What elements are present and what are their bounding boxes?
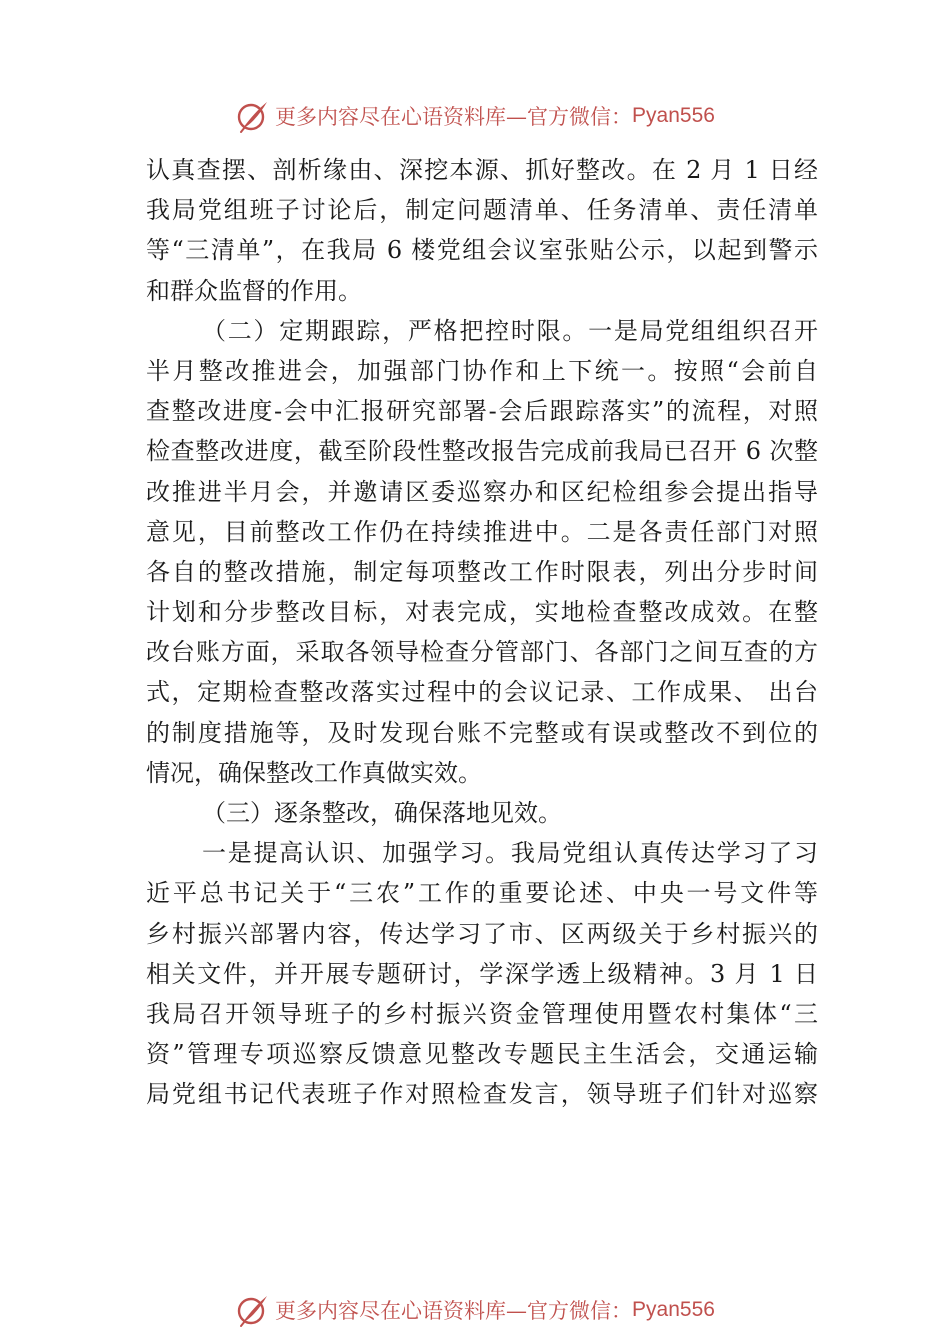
banner-text: 更多内容尽在心语资料库—官方微信： [275, 105, 633, 129]
text-line: 认真查摆、剖析缘由、深挖本源、抓好整改。在 2 月 1 日经 [146, 156, 818, 184]
text-line: 等“三清单”，在我局 6 楼党组会议室张贴公示，以起到警示 [146, 236, 818, 265]
text-line: 一是提高认识、加强学习。我局党组认真传达学习了习 [202, 839, 818, 868]
text-line: 检查整改进度，截至阶段性整改报告完成前我局已召开 6 次整 [146, 437, 818, 466]
text-line: 查整改进度-会中汇报研究部署-会后跟踪落实”的流程，对照 [146, 397, 818, 426]
text-line: 改推进半月会，并邀请区委巡察办和区纪检组参会提出指导 [146, 477, 818, 506]
text-line: 局党组书记代表班子作对照检查发言，领导班子们针对巡察 [146, 1080, 818, 1109]
text-line: 情况，确保整改工作真做实效。 [146, 758, 482, 787]
text-line: 半月整改推进会，加强部门协作和上下统一。按照“会前自 [146, 356, 818, 385]
text-line: 和群众监督的作用。 [146, 276, 362, 305]
text-line: 我局召开领导班子的乡村振兴资金管理使用暨农村集体“三 [146, 999, 818, 1028]
text-line: 资”管理专项巡察反馈意见整改专题民主生活会，交通运输 [146, 1040, 818, 1069]
banner-text: 更多内容尽在心语资料库—官方微信： [275, 1299, 633, 1323]
text-line: 相关文件，并开展专题研讨，学深学透上级精神。3 月 1 日 [146, 959, 818, 988]
text-line: （三）逐条整改，确保落地见效。 [202, 799, 562, 827]
text-line: 乡村振兴部署内容，传达学习了市、区两级关于乡村振兴的 [146, 919, 818, 948]
header-watermark-banner [0, 96, 950, 136]
text-line: 近平总书记关于“三农”工作的重要论述、中央一号文件等 [146, 879, 818, 908]
document-body [146, 150, 818, 1115]
banner-wechat-id: Pyan556 [632, 104, 715, 127]
banner-wechat-id: Pyan556 [632, 1298, 715, 1321]
text-line: 意见，目前整改工作仍在持续推进中。二是各责任部门对照 [146, 517, 818, 546]
text-line: 各自的整改措施，制定每项整改工作时限表，列出分步时间 [146, 557, 818, 586]
text-line: 的制度措施等，及时发现台账不完整或有误或整改不到位的 [146, 718, 818, 747]
text-line: （二）定期跟踪，严格把控时限。一是局党组组织召开 [202, 316, 818, 345]
quill-pen-logo-icon [235, 98, 271, 134]
text-line: 改台账方面，采取各领导检查分管部门、各部门之间互查的方 [146, 638, 818, 667]
quill-pen-logo-icon [235, 1292, 271, 1328]
text-line: 式，定期检查整改落实过程中的会议记录、工作成果、 出台 [146, 678, 818, 707]
text-line: 计划和分步整改目标，对表完成，实地检查整改成效。在整 [146, 598, 818, 627]
text-line: 我局党组班子讨论后，制定问题清单、任务清单、责任清单 [146, 196, 818, 225]
footer-watermark-banner [0, 1290, 950, 1330]
